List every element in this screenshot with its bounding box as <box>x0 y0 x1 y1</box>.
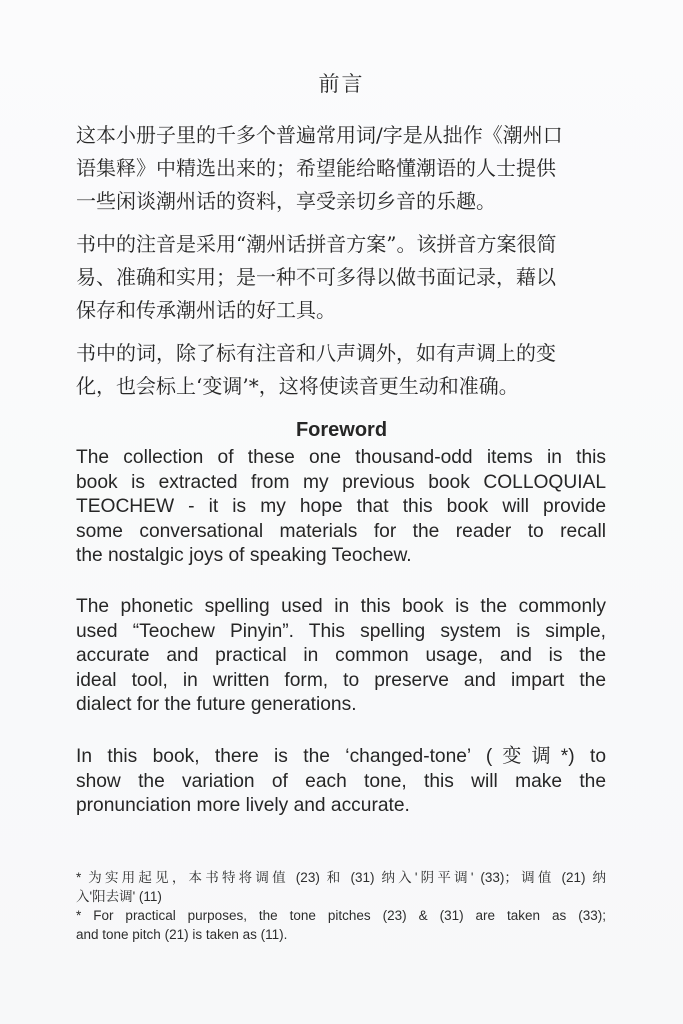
english-title: Foreword <box>295 419 388 441</box>
english-paragraph-line: used “Teochew Pinyin”. This spelling system is simple, <box>76 620 606 642</box>
chinese-paragraph-line: 语集释》中精选出来的；希望能给略懂潮语的人士提供 <box>76 156 556 180</box>
english-paragraph-1 <box>76 446 606 569</box>
chinese-paragraph-line: 易、准确和实用；是一种不可多得以做书面记录，藉以 <box>76 265 556 289</box>
chinese-paragraph-line: 书中的注音是采用“潮州话拼音方案”。该拼音方案很简 <box>76 232 557 256</box>
english-paragraph-2 <box>76 595 606 718</box>
english-paragraph-line: dialect for the future generations. <box>76 694 357 716</box>
english-paragraph-3 <box>76 745 606 819</box>
footnote-line: 入'阳去调' (11) <box>76 889 162 904</box>
chinese-paragraph-line: 这本小册子里的千多个普遍常用词/字是从拙作《潮州口 <box>76 123 563 147</box>
chinese-paragraph-line: 一些闲谈潮州话的资料，享受亲切乡音的乐趣。 <box>76 189 496 213</box>
footnote-line: and tone pitch (21) is taken as (11). <box>76 927 288 942</box>
english-paragraph-line: pronunciation more lively and accurate. <box>76 795 410 817</box>
english-paragraph-line: show the variation of each tone, this will make the <box>76 770 606 792</box>
chinese-paragraph-3 <box>76 337 606 403</box>
chinese-paragraph-2 <box>76 228 606 327</box>
english-paragraph-line: The phonetic spelling used in this book is the commonly <box>76 596 606 617</box>
english-paragraph-line: accurate and practical in common usage, and is the <box>76 645 606 667</box>
english-paragraph-line: In this book, there is the ‘changed-tone’ (变调*) to <box>76 746 606 767</box>
chinese-paragraph-line: 保存和传承潮州话的好工具。 <box>76 298 336 322</box>
chinese-title: 前言 <box>318 72 365 96</box>
footnote-line: * For practical purposes, the tone pitches (23) & (31) are taken as (33); <box>76 908 606 923</box>
english-paragraph-line: ideal tool, in written form, to preserve and impart the <box>76 669 606 691</box>
chinese-paragraph-line: 化，也会标上‘变调’*，这将使读音更生动和准确。 <box>76 374 519 398</box>
footnotes <box>76 868 606 944</box>
english-paragraph-line: The collection of these one thousand-odd items in this <box>76 447 606 468</box>
english-paragraph-line: TEOCHEW - it is my hope that this book will provide <box>76 496 606 518</box>
english-paragraph-line: book is extracted from my previous book COLLOQUIAL <box>76 471 606 493</box>
footnote-line: * 为实用起见，本书特将调值 (23) 和 (31) 纳入'阴平调' (33)；调值 (21) 纳 <box>76 870 606 885</box>
english-paragraph-line: the nostalgic joys of speaking Teochew. <box>76 545 412 567</box>
chinese-paragraph-1 <box>76 119 606 218</box>
english-paragraph-line: some conversational materials for the reader to recall <box>76 520 606 542</box>
chinese-paragraph-line: 书中的词，除了标有注音和八声调外，如有声调上的变 <box>76 341 556 365</box>
